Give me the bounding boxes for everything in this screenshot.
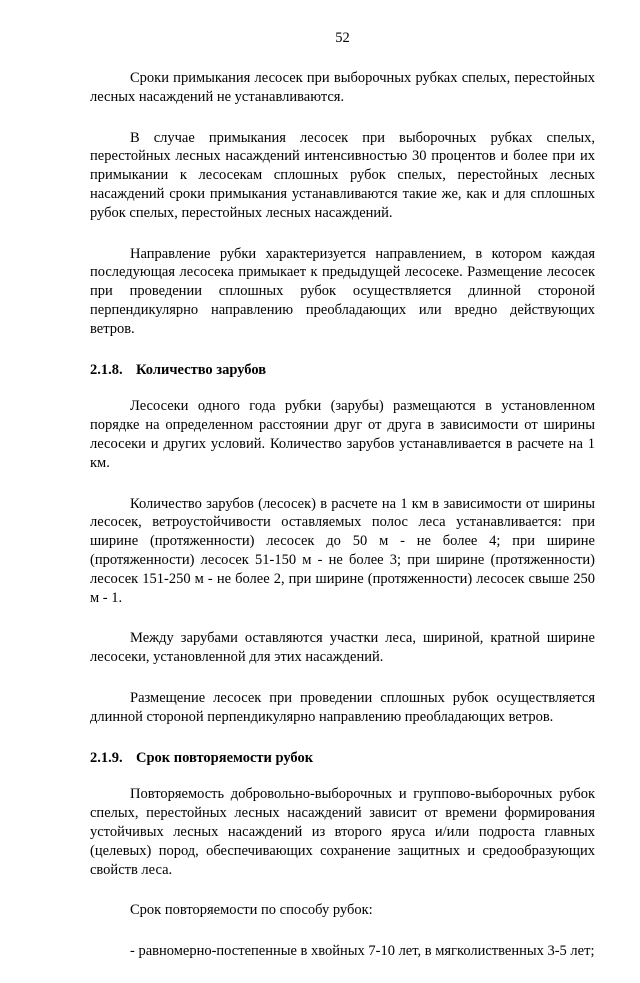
- page-number: 52: [335, 30, 350, 46]
- paragraph-cutting-placement: Лесосеки одного года рубки (зарубы) размещаются в установленном порядке на определенном расстоянии друг от друга в зависимости от ширины лесосеки и других условий. Количество зарубов устанавливается в расчете на 1 км.: [90, 398, 595, 471]
- paragraph-clearcut-placement: Размещение лесосек при проведении сплошных рубок осуществляется длинной стороной перпендикулярно направлению преобладающих ветров.: [90, 689, 595, 725]
- paragraph-repeat-period-item: - равномерно-постепенные в хвойных 7-10 лет, в мягколиственных 3-5 лет;: [130, 943, 595, 960]
- section-title: Количество зарубов: [136, 361, 267, 378]
- section-heading-2-1-9: [90, 749, 595, 768]
- section-heading-2-1-8: [90, 361, 595, 380]
- section-title: Срок повторяемости рубок: [136, 749, 314, 766]
- paragraph-felling-direction: Направление рубки характеризуется направлением, в котором каждая последующая лесосека примыкает к предыдущей лесосеке. Размещение лесосек при проведении сплошных рубок осуществляется длинной стороной перпендикулярно направлению преобладающих или вредно действующих ветров.: [90, 245, 595, 337]
- section-number: 2.1.8.: [90, 361, 123, 378]
- paragraph-forest-strips: Между зарубами оставляются участки леса, шириной, кратной ширине лесосеки, установленной для этих насаждений.: [90, 630, 595, 666]
- paragraph-repeat-period-intro: Срок повторяемости по способу рубок:: [130, 902, 373, 919]
- paragraph-adjacency-not-set: Сроки примыкания лесосек при выборочных рубках спелых, перестойных лесных насаждений не устанавливаются.: [90, 70, 595, 105]
- paragraph-cutting-count: Количество зарубов (лесосек) в расчете на 1 км в зависимости от ширины лесосек, ветроустойчивости оставляемых полос леса устанавливается: при ширине (протяженности) лесосек до 50 м - не более 4; при ширине (протяженности) лесосек 51-150 м - не более 3; при ширине (протяженности) лесосек 151-250 м - не более 2, при ширине (протяженности) лесосек свыше 250 м - 1.: [90, 495, 595, 606]
- section-number: 2.1.9.: [90, 749, 123, 766]
- document-page: [90, 30, 595, 983]
- paragraph-adjacency-intensity: В случае примыкания лесосек при выборочных рубках спелых, перестойных лесных насаждений интенсивностью 30 процентов и более при их примыкании к лесосекам сплошных рубок спелых, перестойных лесных насаждений сроки примыкания устанавливаются такие же, как и для сплошных рубок спелых, перестойных лесных насаждений.: [90, 129, 595, 221]
- paragraph-repeatability: Повторяемость добровольно-выборочных и группово-выборочных рубок спелых, перестойных лесных насаждений зависит от времени формирования устойчивых лесных насаждений из второго яруса и/или подроста главных (целевых) пород, обеспечивающих сохранение защитных и средообразующих свойств леса.: [90, 786, 595, 878]
